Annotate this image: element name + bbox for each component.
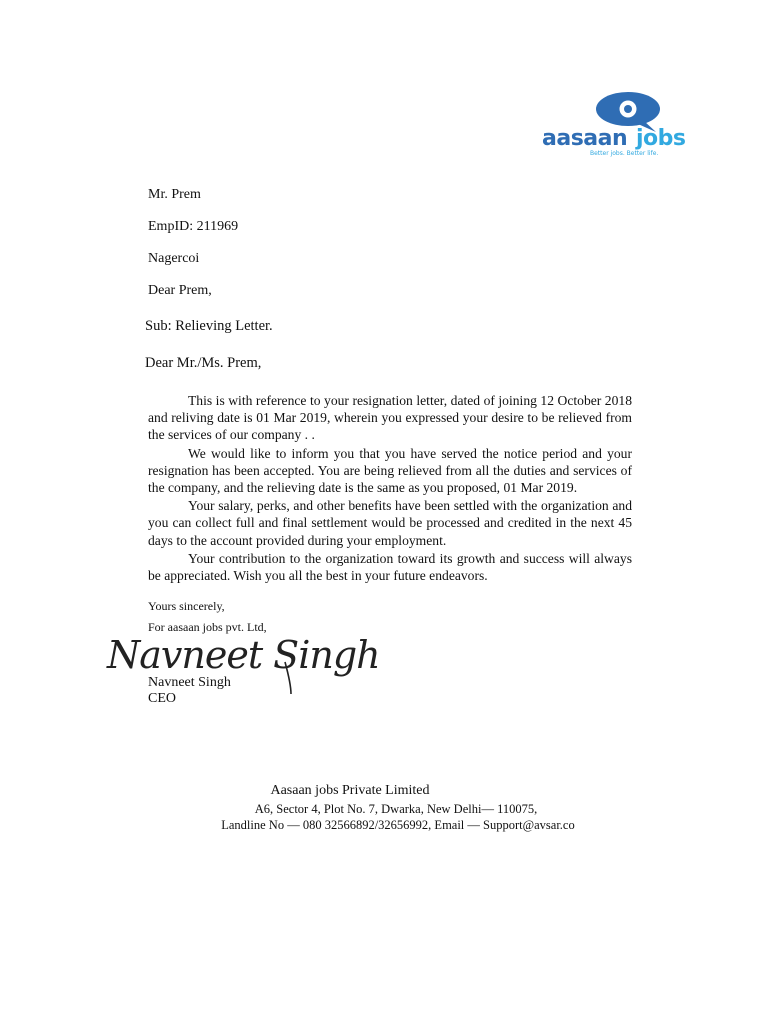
recipient-greeting: Dear Prem, (148, 283, 212, 298)
letter-subject: Sub: Relieving Letter. (145, 318, 273, 334)
letter-body (148, 392, 632, 585)
body-paragraph-3: Your salary, perks, and other benefits have been settled with the organization and you can collect full and final settlement would be processed and credited in the next 45 days to the account provided during your employment. (148, 498, 632, 548)
footer-company: Aasaan jobs Private Limited (270, 783, 430, 798)
body-paragraph-1: This is with reference to your resignation letter, dated of joining 12 October 2018 and reliving date is 01 Mar 2019, wherein you expressed your desire to be relieved from the services of our company . . (148, 393, 632, 443)
salutation: Dear Mr./Ms. Prem, (145, 355, 262, 371)
recipient-name: Mr. Prem (148, 187, 201, 202)
closing-company: For aasaan jobs pvt. Ltd, (148, 620, 267, 634)
svg-text:jobs: jobs (636, 126, 686, 151)
body-paragraph-2: We would like to inform you that you have served the notice period and your resignation has been accepted. You are being relieved from all the duties and services of the company, and the relieving date is the same as you proposed, 01 Mar 2019. (148, 445, 632, 496)
svg-text:Navneet Singh: Navneet Singh (107, 633, 380, 677)
footer-contact: Landline No — 080 32566892/32656992, Email — Support@avsar.co (221, 818, 575, 832)
footer-address: A6, Sector 4, Plot No. 7, Dwarka, New Delhi— 110075, (254, 802, 538, 816)
signer-name: Navneet Singh (148, 675, 231, 690)
recipient-empid: EmpID: 211969 (148, 219, 239, 234)
body-paragraph-4: Your contribution to the organization toward its growth and success will always be appreciated. Wish you all the best in your future endeavors. (148, 550, 632, 584)
signer-title: CEO (148, 691, 176, 706)
svg-text:Better jobs. Better life.: Better jobs. Better life. (590, 150, 659, 157)
company-logo (540, 88, 715, 158)
closing-yours: Yours sincerely, (148, 599, 225, 613)
recipient-location: Nagercoi (148, 251, 200, 266)
svg-text:aasaan: aasaan (542, 126, 628, 151)
